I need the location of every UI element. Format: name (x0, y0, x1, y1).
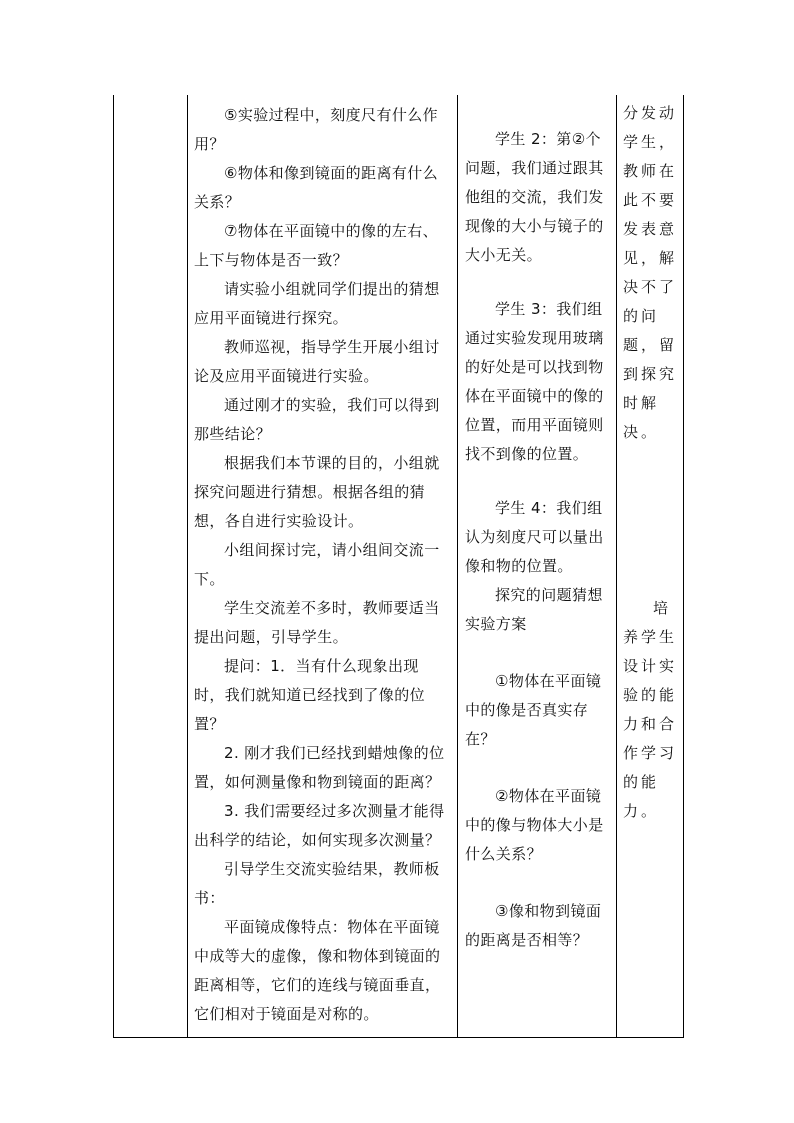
teacher-activity-column (188, 95, 458, 1038)
teacher-question-3: 3. 我们需要经过多次测量才能得出科学的结论，如何实现多次测量？ (194, 802, 445, 849)
teacher-board-summary: 平面镜成像特点：物体在平面镜中成等大的虚像，像和物体到镜面的距离相等，它们的连线与镜面垂直，它们相对于镜面是对称的。 (194, 918, 441, 1023)
design-note-2: 培养学生设计实验的能力和合作学习的能力。 (623, 599, 678, 820)
teacher-question-5: ⑤实验过程中，刻度尺有什么作用？ (194, 106, 439, 153)
table-row (114, 95, 684, 1038)
teacher-question-7: ⑦物体在平面镜中的像的左右、上下与物体是否一致？ (194, 222, 439, 269)
teacher-question-6: ⑥物体和像到镜面的距离有什么关系？ (194, 164, 439, 211)
lesson-plan-table (113, 95, 684, 1038)
teacher-conclusion-prompt: 通过刚才的实验，我们可以得到那些结论？ (194, 396, 440, 443)
teacher-exchange-prompt: 小组间探讨完，请小组间交流一下。 (194, 541, 440, 588)
teacher-raise-questions: 学生交流差不多时，教师要适当提出问题，引导学生。 (194, 599, 440, 646)
teacher-instruction: 请实验小组就同学们提出的猜想应用平面镜进行探究。 (194, 280, 440, 327)
design-intent-column (617, 95, 684, 1038)
inquiry-question-2: ②物体在平面镜中的像与物体大小是什么关系？ (465, 787, 604, 863)
stage-column (114, 95, 188, 1038)
student-activity-column (458, 95, 617, 1038)
design-note-1: 分发动学生，教师在此不要发表意见，解决不了的问题，留到探究时解决。 (623, 104, 678, 441)
student-2-answer: 学生 2：第②个问题，我们通过跟其他组的交流，我们发现像的大小与镜子的大小无关。 (465, 130, 604, 264)
teacher-guess-prompt: 根据我们本节课的目的，小组就探究问题进行猜想。根据各组的猜想，各自进行实验设计。 (194, 454, 440, 530)
teacher-question-2: 2. 刚才我们已经找到蜡烛像的位置，如何测量像和物到镜面的距离？ (194, 744, 445, 791)
teacher-board-intro: 引导学生交流实验结果，教师板书： (194, 860, 440, 907)
student-3-answer: 学生 3：我们组通过实验发现用玻璃的好处是可以找到物体在平面镜中的像的位置，而用平面镜则找不到像的位置。 (465, 300, 604, 463)
inquiry-question-1: ①物体在平面镜中的像是否真实存在？ (465, 672, 602, 748)
teacher-guidance: 教师巡视，指导学生开展小组讨论及应用平面镜进行实验。 (194, 338, 440, 385)
teacher-question-1: 提问：1．当有什么现象出现时，我们就知道已经找到了像的位置？ (194, 657, 426, 733)
student-4-answer: 学生 4：我们组认为刻度尺可以量出像和物的位置。 (465, 499, 604, 575)
inquiry-question-3: ③像和物到镜面的距离是否相等？ (465, 902, 602, 949)
plan-title: 探究的问题猜想实验方案 (465, 586, 603, 633)
